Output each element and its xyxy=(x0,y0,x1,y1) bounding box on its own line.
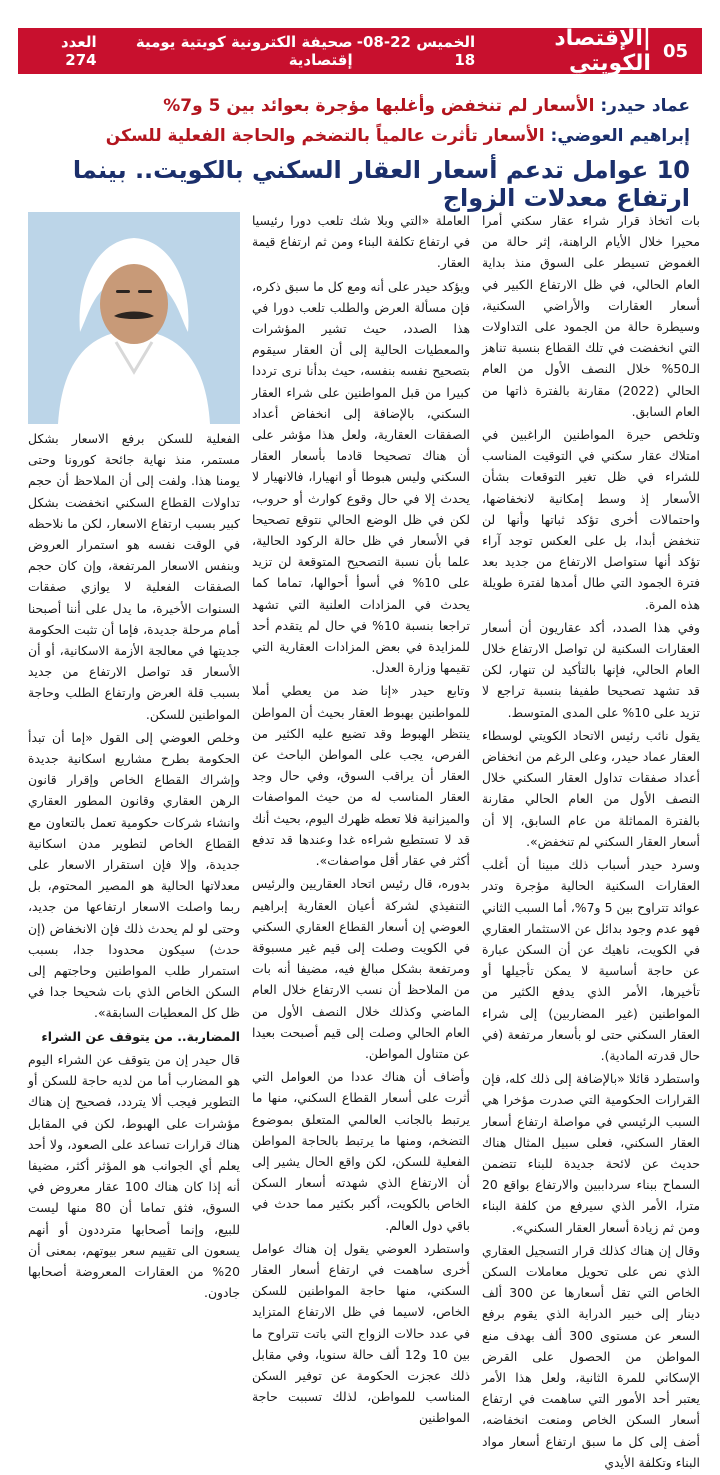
paragraph: وسرد حيدر أسباب ذلك مبينا أن أغلب العقارات السكنية الحالية مؤجرة وتدر عوائد تتراوح بين 5 و7%، أما السبب الثاني فهو عدم وجود بدائل عن الاستثمار العقاري في الكويت، ناهيك عن أن السكن عبارة عن حاجة أساسية لا يمكن تأجيلها أو تأخيرها، الأمر الذي يدفع الكثير من المواطنين (غير المضاربين) إلى شراء العقار السكني حتى لو بأسعار مرتفعة (في حال قدرته المادية). xyxy=(482,857,700,1063)
paragraph: وقال إن هناك كذلك قرار التسجيل العقاري الذي نص على تحويل معاملات السكن الخاص التي تقل أسعارها عن 300 ألف دينار إلى خبير الدراية الذي يقوم برفع السعر عن مستوى 300 ألف بهدف منع المواطن من الحصول على القرض الإسكاني للمرة الثانية، ولعل هذا الأمر يعتبر أحد الأمور التي ساهمت في ارتفاع أسعار السكن الخاص ومنعت انخفاضه، أضف إلى كل ما سبق ارتفاع أسعار مواد البناء وتكلفة الأيدي xyxy=(482,1242,701,1470)
face xyxy=(100,264,168,344)
paragraph: قال حيدر إن من يتوقف عن الشراء اليوم هو المضارب أما من لديه حاجة للسكن أو التطوير فيجب ألا يتردد، فصحيح إن هناك مؤشرات على الهبوط، لكن في المقابل هناك قرارات تساعد على الصعود، ولا أحد يعلم أي الجوانب هو المؤثر أكثر، مضيفا أنه إذا كان هناك 100 عقار معروض في السوق، فثق تماما أن 80 منها ليست للبيع، وإنما أصحابها مترددون أو أنهم يسعون الى تقييم سعر بيوتهم، بمعنى أن 20% من العقارات المعروضة أصحابها جادون. xyxy=(28,1051,240,1301)
article-column-3 xyxy=(28,428,240,1305)
subhead-2-name: إبراهيم العوضي: xyxy=(550,126,690,146)
section-title: |الإقتصاد الكويتي xyxy=(554,26,651,76)
eyebrow-left xyxy=(116,290,130,293)
masthead-section xyxy=(353,26,688,76)
subhead-2 xyxy=(30,126,690,146)
paragraph: يقول نائب رئيس الاتحاد الكويتي لوسطاء العقار عماد حيدر، وعلى الرغم من انخفاض أعداد صفقات تداول العقار السكني خلال النصف الأول من العام الحالي مقارنة بالفترة المماثلة من عام السابق، إلا أن أسعار العقار السكني لم تنخفض». xyxy=(482,727,700,849)
paragraph: ويؤكد حيدر على أنه ومع كل ما سبق ذكره، فإن مسألة العرض والطلب تلعب دورا في هذا الصدد، حيث تشير المؤشرات والمعطيات الحالية إلى أن العقار سيقوم بتصحيح نفسه بنفسه، حيث بدأنا نرى ترددا كبيرا من قبل المواطنين على شراء العقار السكني، بالإضافة إلى انخفاض أعداد الصفقات العقارية، ولعل هذا مؤشر على أن هناك تصحيحا قادما بأسعار العقار السكني وليس هبوطا أو انهيارا، فالانهيار لا يحدث إلا في حال وقوع كوارث أو حروب، لكن في ظل الوضع الحالي نتوقع تصحيحا في الأسعار في ظل حالة الركود الحالية، علما بأن نسبة التصحيح المتوقعة لن تزيد على 10% في أسوأ أحوالها، تماما كما يحدث في المزادات العلنية التي تشهد تراجعا بنسبة 10% في حال لم يتقدم أحد للمزايدة في بعض المزادات العقارية التي تقيمها وزارة العدل. xyxy=(252,278,470,676)
section-subheading: المضاربة.. من يتوقف عن الشراء xyxy=(41,1028,240,1044)
paragraph: بات اتخاذ قرار شراء عقار سكني أمرا محيرا خلال الأيام الراهنة، إثر حالة من الغموض تسيطر على السوق منذ بداية العام الحالي، في ظل الارتفاع الكبير في أسعار العقارات والأراضي السكنية، وسيطرة حالة من الجمود على التداولات التي انخفضت في تلك القطاع بنسبة تناهز الـ50% خلال النصف الأول من العام الحالي (2022) مقارنة بالفترة ذاتها من العام السابق. xyxy=(482,213,700,419)
paragraph: وأضاف أن هناك عددا من العوامل التي أثرت على أسعار القطاع السكني، منها ما يرتبط بالجانب العالمي المتعلق بموضوع التضخم، ومنها ما يرتبط بالحاجة المواطن الفعلية للسكن، لكن واقع الحال يشير إلى أن الارتفاع الذي شهدته أسعار السكن الخاص بالكويت، أكبر بكثير مما حدث في باقي دول العالم. xyxy=(252,1069,470,1233)
paragraph: وفي هذا الصدد، أكد عقاريون أن أسعار العقارات السكنية لن تواصل الارتفاع خلال العام الحالي، فإنها بالتأكيد لن تنهار، لكن قد تشهد تصحيحا طفيفا بنسبة تراجع لا تزيد على 10% على المدى المتوسط. xyxy=(482,619,700,720)
article-column-2 xyxy=(252,210,470,1431)
main-headline: 10 عوامل تدعم أسعار العقار السكني بالكويت.. بينما ارتفاع معدلات الزواج xyxy=(72,156,690,212)
subhead-1-name: عماد حيدر: xyxy=(600,96,690,116)
issue-number: العدد 274 xyxy=(60,33,97,69)
page-number: 05 xyxy=(662,40,688,62)
subhead-1-text: الأسعار لم تنخفض وأغلبها مؤجرة بعوائد بين 5 و7% xyxy=(163,96,595,116)
paragraph: واستطرد العوضي يقول إن هناك عوامل أخرى ساهمت في ارتفاع أسعار العقار السكني، منها حاجة المواطنين للسكن الخاص، لاسيما في ظل الارتفاع المتزايد في عدد حالات الزواج التي باتت تتراوح ما بين 10 و12 ألف حالة سنويا، وفي مقابل ذلك عجزت الحكومة عن توفير السكن المناسب للمواطن، لذلك تسببت حاجة المواطنين xyxy=(252,1240,470,1426)
subhead-1 xyxy=(30,96,690,116)
publication-tagline: صحيفة الكترونية كويتية يومية إقتصادية xyxy=(135,33,353,69)
paragraph: الفعلية للسكن برفع الاسعار بشكل مستمر، منذ نهاية جائحة كورونا وحتى يومنا هذا. ولفت إلى أن الملاحظ أن حجم تداولات القطاع السكني انخفضت بشكل كبير بسبب ارتفاع الاسعار، لكن ما نلاحظه في الوقت نفسه هو استمرار العروض وبنفس الاسعار المرتفعة، وإن كان حجم الصفقات الفعلية لا يوازي صفقات السنوات الأخيرة، ما يدل على أننا أصبحنا أمام مرحلة جديدة، فإما أن تثبت الحكومة جديتها في معالجة الأزمة الاسكانية، أو أن الأسعار قد تواصل الارتفاع من جديد بسبب قلة العرض وارتفاع الطلب وحاجة المواطنين للسكن. xyxy=(28,431,240,722)
paragraph: بدوره، قال رئيس اتحاد العقاريين والرئيس التنفيذي لشركة أعيان العقارية إبراهيم العوضي إن أسعار القطاع العقاري السكني في الكويت وصلت إلى قيم غير مسبوقة ومرتفعة بشكل مبالغ فيه، مضيفا أنه بات من الملاحظ أن نسب الارتفاع خلال العام الماضي وكذلك خلال النصف الأول من العام الحالي وصلت إلى قيم أصبحت بعيدا عن متناول المواطن. xyxy=(252,876,470,1061)
eyebrow-right xyxy=(138,290,152,293)
paragraph: وتلخص حيرة المواطنين الراغبين في امتلاك عقار سكني في التوقيت المناسب للشراء في ظل تغير التوقعات بشأن الأسعار إذ وسط إمكانية لانخفاضها، واحتمالات أخرى تؤكد ثباتها وأنها لن تنخفض أبدا، بل على العكس توجد آراء تؤكد أنها ستواصل الارتفاع من جديد بعد فترة الجمود التي طال أمدها لفترة طويلة هذه المرة. xyxy=(482,427,700,612)
paragraph: واستطرد قائلا «بالإضافة إلى ذلك كله، فإن القرارات الحكومية التي صدرت مؤخرا هي السبب الرئيسي في مواصلة ارتفاع أسعار العقار السكني، فعلى سبيل المثال هناك حديث عن لائحة جديدة للبناء تتضمن السماح ببناء سرداببين والارتفاع بواقع 20 مترا، الأمر الذي سيرفع من كلفة البناء ومن ثم زيادة أسعار العقار السكني». xyxy=(482,1071,700,1235)
paragraph: وتابع حيدر «إنا ضد من يعطي أملا للمواطنين بهبوط العقار بحيث أن المواطن ينتظر الهبوط وقد تضيع عليه الكثير من الفرص، يجب على المواطن الباحث عن العقار أن يراقب السوق، وفي حال وجد العقار المناسب له من حيث المواصفات والميزانية فلا تعطه ظهرك اليوم، بحيث أنك قد لا تستطيع شراءه غدا وعندها قد تدفع أكثر في عقار أقل مواصفات». xyxy=(252,683,470,869)
paragraph: العاملة «التي وبلا شك تلعب دورا رئيسيا في ارتفاع تكلفة البناء ومن ثم ارتفاع قيمة العقار. xyxy=(252,213,470,271)
portrait-illustration xyxy=(28,212,240,424)
paragraph: وخلص العوضي إلى القول «إما أن تبدأ الحكومة بطرح مشاريع اسكانية جديدة وإشراك القطاع الخاص وإقرار قانون الرهن العقاري وقانون المطور العقاري وانشاء شركات حكومية تعمل بالتعاون مع القطاع الخاص لتطوير مدن اسكانية جديدة، وإلا فإن استقرار الاسعار على معدلاتها الحالية هو المصير المحتوم، بل ربما واصلت الاسعار ارتفاعها من جديد، وحتى لو لم يحدث ذلك فإن الانخفاض (إن حدث) سيكون محدودا جدا، بسبب استمرار طلب المواطنين وحاجتهم إلى السكن الخاص الذي بات شحيحا جدا في ظل كل المعطيات السابقة». xyxy=(28,729,240,1021)
issue-date: الخميس 22-08-18 xyxy=(356,33,476,69)
article-column-1 xyxy=(482,210,700,1475)
subhead-2-text: الأسعار تأثرت عالمياً بالتضخم والحاجة الفعلية للسكن xyxy=(105,126,545,146)
masthead xyxy=(18,28,702,74)
portrait-photo xyxy=(28,212,240,424)
